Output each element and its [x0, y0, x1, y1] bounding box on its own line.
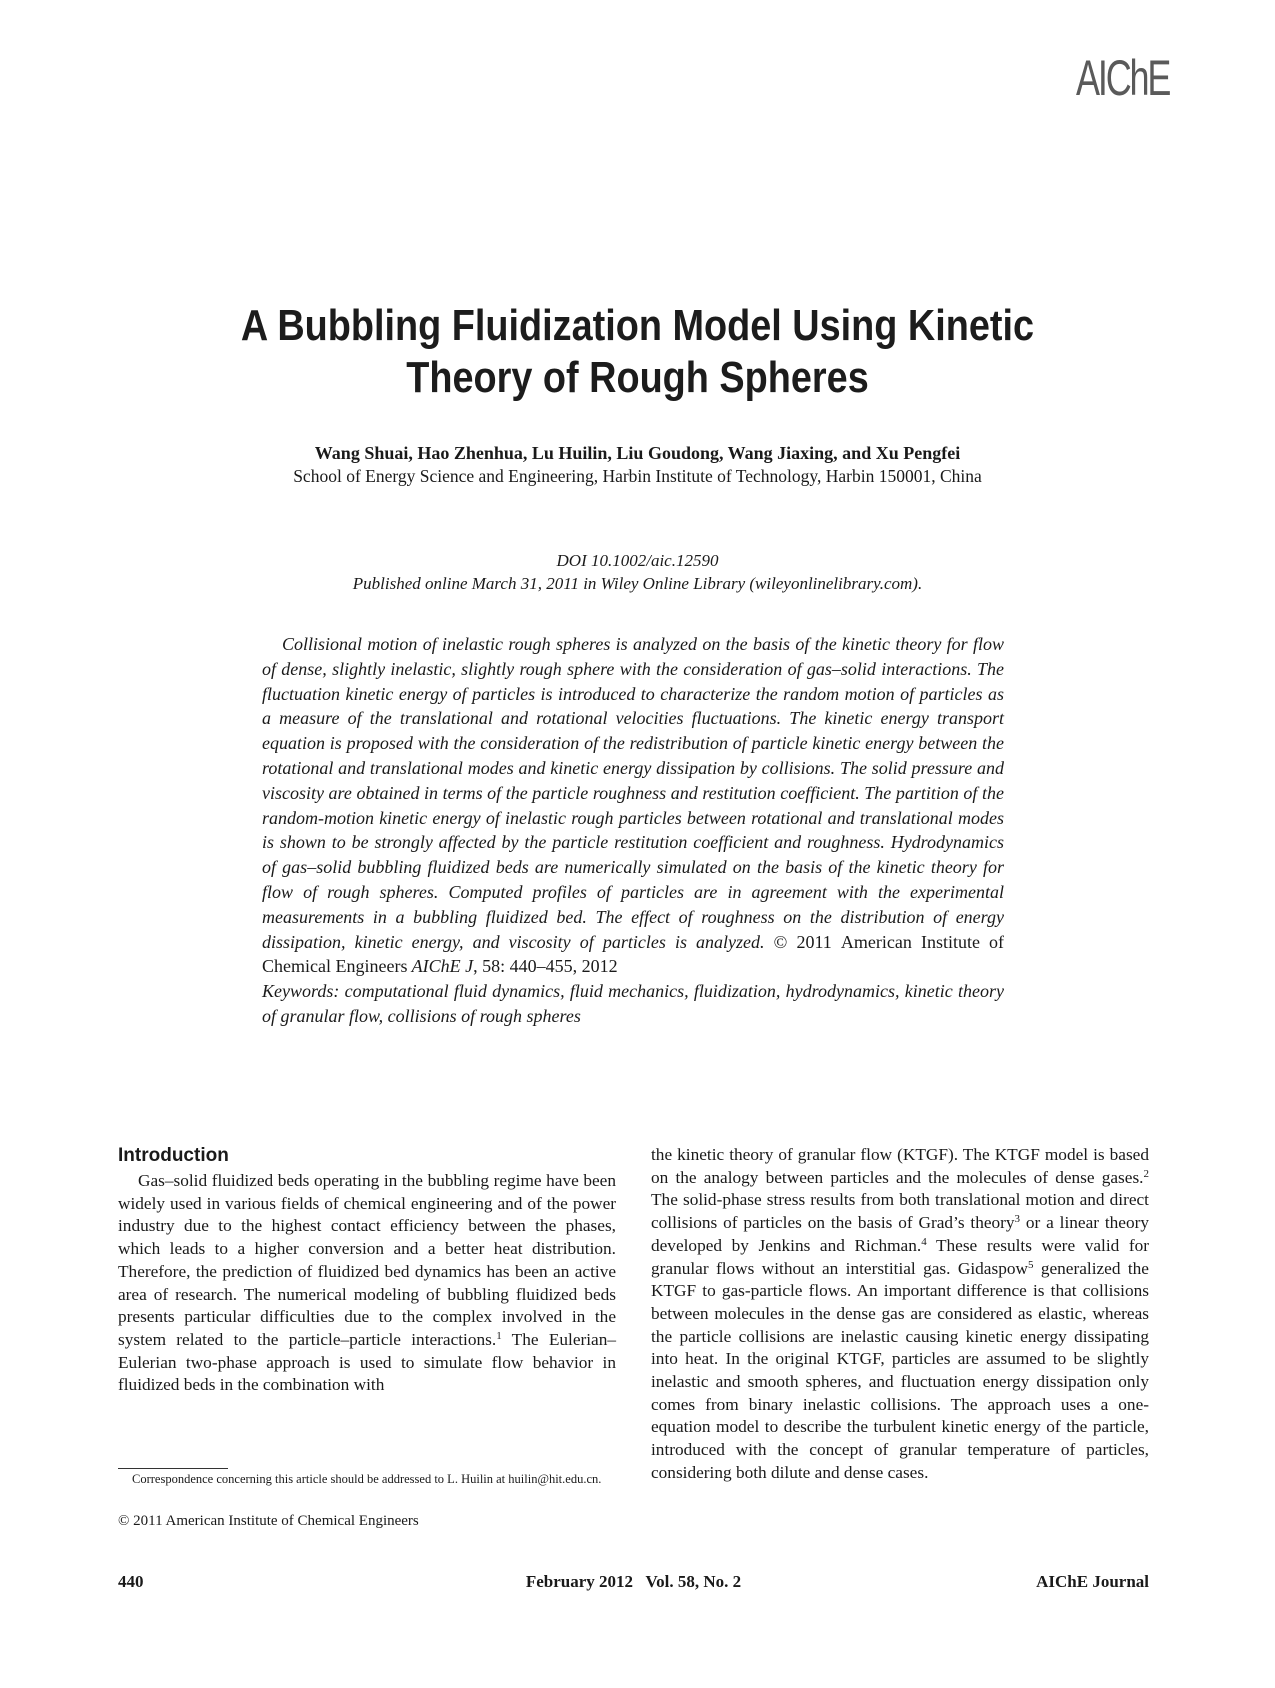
footnote-divider: [118, 1468, 228, 1469]
column-right: [651, 1144, 1149, 1485]
page-number: 440: [118, 1572, 144, 1591]
publisher-name: American Institute of Chemical Engineers: [262, 931, 1005, 977]
author-list: Wang Shuai, Hao Zhenhua, Lu Huilin, Liu Goudong, Wang Jiaxing, and Xu Pengfei: [314, 443, 961, 463]
abstract-text: Collisional motion of inelastic rough spheres is analyzed on the basis of the kinetic theory for flow of dense, slightly inelastic, slightly rough sphere with the consideration of gas–solid interactions. The fluctuation kinetic energy of particles is introduced to characterize the random motion of particles as a measure of the translational and rotational velocities fluctuations. The kinetic energy transport equation is proposed with the consideration of the redistribution of particle kinetic energy between the rotational and translational modes and kinetic energy dissipation by collisions. The solid pressure and viscosity are obtained in terms of the particle roughness and restitution coefficient. The partition of the random-motion kinetic energy of inelastic rough particles between rotational and translational modes is shown to be strongly affected by the particle restitution coefficient and roughness. Hydrodynamics of gas–solid bubbling fluidized beds are numerically simulated on the basis of the kinetic theory for flow of rough spheres. Computed profiles of particles are in agreement with the experimental measurements in a bubbling fluidized bed. The effect of roughness on the distribution of energy dissipation, kinetic energy, and viscosity of particles is analyzed.: [262, 634, 1004, 952]
citation-ref-4[interactable]: 4: [921, 1235, 927, 1248]
abstract-body: [262, 632, 1004, 979]
keywords: Keywords: computational fluid dynamics, fluid mechanics, fluidization, hydrodynamics, kinetic theory of granular flow, collisions of rough spheres: [262, 981, 1004, 1026]
page-title: [120, 300, 1155, 404]
citation-ref-5[interactable]: 5: [1027, 1258, 1034, 1271]
copyright-year: 2011: [796, 931, 832, 952]
section-heading-introduction: Introduction: [118, 1145, 229, 1166]
copyright-symbol: ©: [773, 931, 788, 952]
citation-ref-2[interactable]: 2: [1143, 1167, 1149, 1180]
affiliation: School of Energy Science and Engineering, Harbin Institute of Technology, Harbin 150001, China: [293, 466, 982, 486]
journal-abbrev: AIChE J: [411, 956, 474, 977]
intro-paragraph-left: Gas–solid fluidized beds operating in the bubbling regime have been widely used in various fields of chemical engineering and of the power industry due to the highest contact efficiency between the phases, which leads to a higher conversion and a better heat distribution. Therefore, the prediction of fluidized bed dynamics has been an active area of research. The numerical modeling of bubbling fluidized beds presents particular difficulties due to the complex involved in the system related to the particle–particle interactions.$^1$ The Eulerian–Eulerian two-phase approach is used to simulate flow behavior in fluidized beds in the combination with: [118, 1171, 617, 1395]
abstract: [262, 632, 1004, 1029]
issue-info: February 2012 Vol. 58, No. 2: [525, 1572, 742, 1591]
title-line-2: Theory of Rough Spheres: [406, 353, 869, 402]
citation-ref-3[interactable]: 3: [1014, 1213, 1021, 1226]
citation-ref-1[interactable]: 1: [496, 1329, 502, 1342]
column-left: [118, 1144, 616, 1397]
citation: , 58: 440–455, 2012: [473, 956, 618, 977]
journal-name: AIChE Journal: [1036, 1572, 1149, 1591]
correspondence-footnote: Correspondence concerning this article should be addressed to L. Huilin at huilin@hit.edu.cn.: [132, 1472, 602, 1486]
publication-info: Published online March 31, 2011 in Wiley Online Library (wileyonlinelibrary.com).: [352, 574, 923, 593]
title-line-1: A Bubbling Fluidization Model Using Kinetic: [240, 301, 1035, 350]
copyright-line: © 2011 American Institute of Chemical Engineers: [118, 1513, 419, 1529]
intro-paragraph-right: the kinetic theory of granular flow (KTGF). The KTGF model is based on the analogy between particles and the molecules of dense gases.$^2$ The solid-phase stress results from both translational motion and direct collisions of particles on the basis of Grad’s theory$^3$ or a linear theory developed by Jenkins and Richman.$^4$ These results were valid for granular flows without an interstitial gas. Gidaspow$^5$ generalized the KTGF to gas-particle flows. An important difference is that collisions between molecules in the dense gas are considered as elastic, whereas the particle collisions are inelastic causing kinetic energy dissipating into heat. In the original KTGF, particles are assumed to be slightly inelastic and smooth spheres, and fluctuation energy dissipation only comes from binary inelastic collisions. The approach uses a one-equation model to describe the turbulent kinetic energy of the particle, introduced with the concept of granular temperature of particles, considering both dilute and dense cases.: [651, 1145, 1149, 1482]
doi[interactable]: DOI 10.1002/aic.12590: [556, 551, 719, 570]
aiche-logo: AIChE: [1076, 50, 1170, 106]
page-footer: [118, 1571, 1149, 1593]
